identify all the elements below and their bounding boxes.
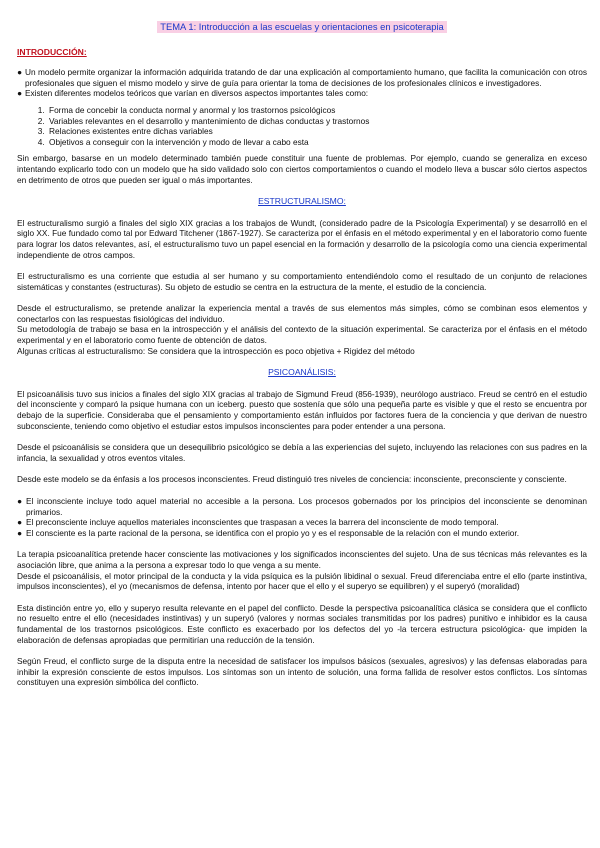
intro-heading: INTRODUCCIÓN:	[17, 46, 87, 57]
estructuralismo-heading: ESTRUCTURALISMO:	[258, 196, 346, 207]
bullet-icon: ●	[17, 88, 23, 99]
intro-bullet-text-1: Un modelo permite organizar la información adquirida tratando de dar una explicación al comportamiento humano, que facilita la comunicación con otros profesionales que siguen el mismo modelo y sirve de guía para orientar la toma de decisiones de los profesionales clínicos e investigadores.	[25, 67, 587, 88]
psicoanalisis-paragraph-1: El psicoanálisis tuvo sus inicios a finales del siglo XIX gracias al trabajo de Sigmund Freud (856-1939), neurólogo austriaco. Freud se centró en el estudio del inconsciente y comparó la psique humana con un iceberg. puesto que sostenía que sólo una pequeña parte es visible y que el resto se encuentra por debajo de la superficie. Consideraba que el pensamiento y comportamiento están influidos por factores fuera de la conciencia y que derivan de nuestro subconsciente, teniendo como objetivo el estudiar estos impulsos inconscientes para poder entender a una persona.	[17, 388, 587, 431]
psicoanalisis-bullet-1	[17, 496, 587, 517]
intro-bullet-2	[17, 88, 587, 99]
psicoanalisis-paragraph-4: La terapia psicoanalítica pretende hacer consciente las motivaciones y los significados inconscientes del sujeto. Una de sus técnicas más relevantes es la asociación libre, que anima a la persona a expresar todo lo que venga a su mente.	[17, 549, 587, 570]
list-item: 4. Objetivos a conseguir con la intervención y modo de llevar a cabo esta	[47, 137, 587, 148]
psicoanalisis-heading: PSICOANÁLISIS:	[268, 367, 336, 378]
psicoanalisis-paragraph-5: Desde el psicoanálisis, el motor principal de la conducta y la vida psíquica es la pulsión libidinal o sexual. Freud diferenciaba entre el ello (parte instintiva, impulsos inconscientes), el yo (mecanismos de defensa, intento por hacer que el ello y el superyo se equilibren) y el superyó (moralidad)	[17, 570, 587, 592]
estructuralismo-paragraph-1: El estructuralismo surgió a finales del siglo XIX gracias a los trabajos de Wundt, (considerado padre de la Psicología Experimental) y se desarrolló en el siglo XX. Fue fundado como tal por Edward Titchener (1867-1927). Se caracteriza por el énfasis en el método experimental y en el laboratorio como fuente para lograr los datos relevantes, así, el estructuralismo tuvo un papel esencial en la formación y desarrollo de la psicología como una ciencia experimental independiente de otros campos.	[17, 217, 587, 260]
psicoanalisis-paragraph-3: Desde este modelo se da énfasis a los procesos inconscientes. Freud distinguió tres niveles de conciencia: inconsciente, preconsciente y consciente.	[17, 474, 567, 485]
intro-bullet-text-2: Existen diferentes modelos teóricos que varían en diversos aspectos importantes tales como:	[25, 88, 369, 99]
psicoanalisis-bullet-text-3: El consciente es la parte racional de la persona, se identifica con el propio yo y es el responsable de la relación con el mundo exterior.	[26, 527, 520, 538]
bullet-icon: ●	[17, 527, 23, 538]
estructuralismo-paragraph-5: Algunas críticas al estructuralismo: Se considera que la introspección es poco objetiva + Rigidez del método	[17, 345, 415, 356]
list-item: 1. Forma de concebir la conducta normal y anormal y los trastornos psicológicos	[47, 105, 587, 116]
bullet-icon: ●	[17, 496, 23, 506]
list-item: 3. Relaciones existentes entre dichas variables	[47, 126, 587, 137]
psicoanalisis-paragraph-2: Desde el psicoanálisis se considera que un desequilibrio psicológico se debía a las experiencias del sujeto, incluyendo las relaciones con sus padres en la infancia, la sexualidad y otros eventos vitales.	[17, 442, 587, 463]
psicoanalisis-paragraph-6: Esta distinción entre yo, ello y superyo resulta relevante en el papel del conflicto. Desde la perspectiva psicoanalítica clásica se considera que el conflicto no resuelto entre el ello (necesidades instintivas) y un superyó (valores y normas sociales transmitidas por los padres) punitivo e inhibidor es la causa fundamental de los trastornos psicológicos. Este conflicto es exacerbado por los defectos del yo -la tercera estructura psicológica- que impiden la elaboración de defensas apropiadas que permitirían una reducción de la tensión.	[17, 602, 587, 645]
intro-bullet-1	[17, 67, 587, 88]
estructuralismo-paragraph-4: Su metodología de trabajo se basa en la introspección y el análisis del contexto de la situación experimental. Se caracteriza por el énfasis en el método experimental y en el laboratorio como fuente de obtención de datos.	[17, 324, 587, 346]
psicoanalisis-bullet-3	[17, 528, 587, 539]
psicoanalisis-bullet-text-1: El inconsciente incluye todo aquel material no accesible a la persona. Los procesos gobernados por los principios del inconsciente se denominan primarios.	[26, 496, 587, 517]
bullet-icon: ●	[17, 517, 23, 528]
psicoanalisis-paragraph-7: Según Freud, el conflicto surge de la disputa entre la necesidad de satisfacer los impulsos básicos (sexuales, agresivos) y las defensas elaboradas para inhibir la expresión consciente de estos impulsos. Los síntomas son un intento de solución, una forma fallida de resolver estos conflictos. Los síntomas constituyen una expresión simbólica del conflicto.	[17, 656, 587, 688]
intro-numbered-list	[17, 105, 587, 147]
intro-closing-paragraph: Sin embargo, basarse en un modelo determinado también puede constituir una fuente de problemas. Por ejemplo, cuando se generaliza en exceso intentando explicarlo todo con un modelo que ha sido validado solo con ciertos comportamientos o cuando el modelo lleva a buscar sólo ciertos aspectos en detrimento de otros que pueden ser igual o más importantes.	[17, 153, 587, 185]
document-body	[17, 21, 587, 688]
psicoanalisis-bullet-text-2: El preconsciente incluye aquellos materiales inconscientes que traspasan a veces la barrera del inconsciente de modo temporal.	[26, 517, 499, 528]
psicoanalisis-bullet-2	[17, 517, 587, 528]
estructuralismo-paragraph-2: El estructuralismo es una corriente que estudia al ser humano y su comportamiento entendiéndolo como el resultado de un conjunto de relaciones sistemáticas y constantes (estructuras). Su objeto de estudio se centra en la estructura de la mente, el estudio de la conciencia.	[17, 271, 587, 292]
estructuralismo-paragraph-3: Desde el estructuralismo, se pretende analizar la experiencia mental a través de sus elementos más simples, cómo se combinan esos elementos y conectarlos con las respuestas fisiológicas del individuo.	[17, 303, 587, 324]
list-item: 2. Variables relevantes en el desarrollo y mantenimiento de dichas conductas y trastornos	[47, 116, 587, 127]
title-row	[17, 21, 587, 33]
bullet-icon: ●	[17, 67, 23, 78]
document-title: TEMA 1: Introducción a las escuelas y orientaciones en psicoterapia	[157, 21, 447, 33]
